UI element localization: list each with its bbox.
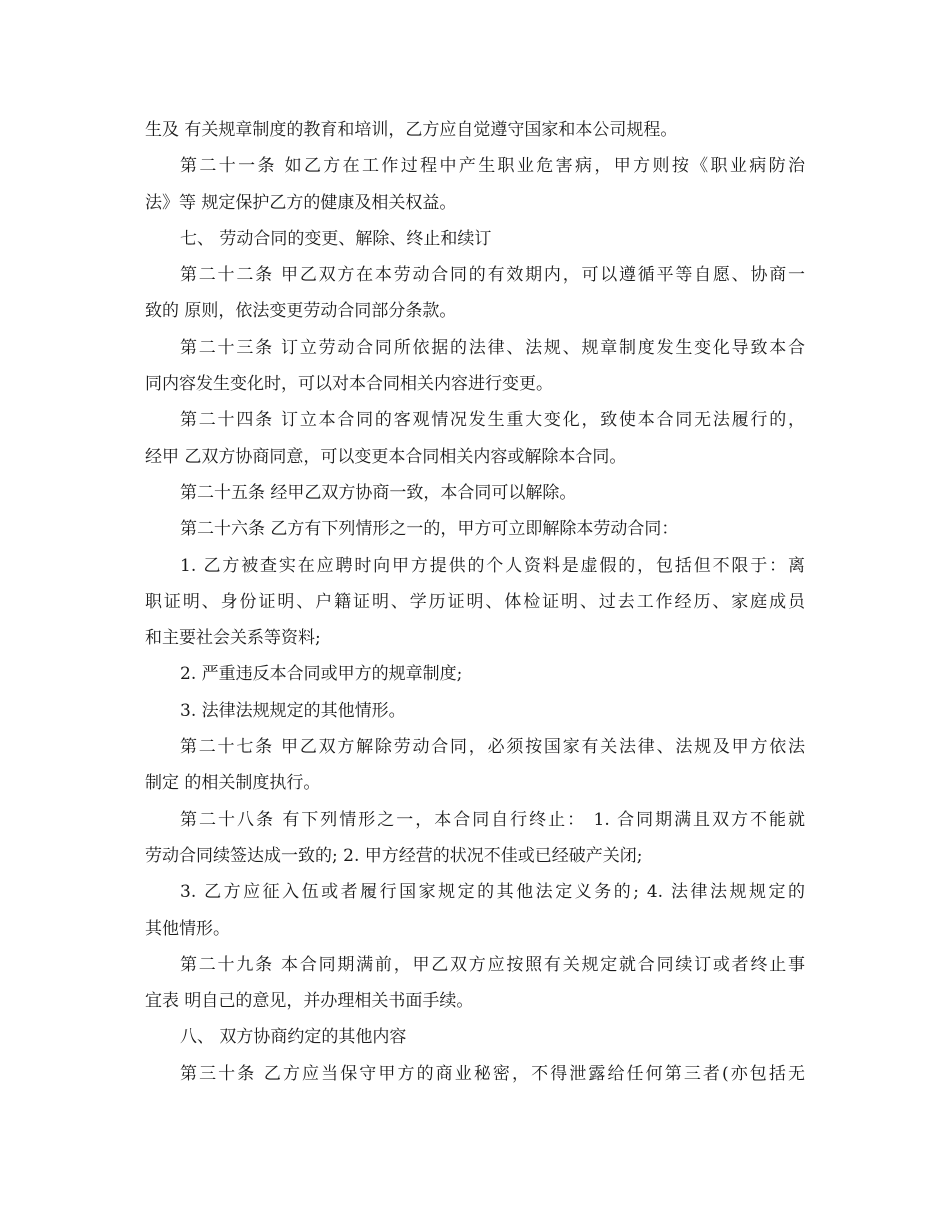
text-line: 第二十八条 有下列情形之一，本合同自行终止： 1. 合同期满且双方不能就 [180,809,805,830]
text-line: 3. 法律法规规定的其他情形。 [180,700,406,721]
text-line: 第二十三条 订立劳动合同所依据的法律、法规、规章制度发生变化导致本合 [180,337,805,358]
text-line: 八、 双方协商约定的其他内容 [180,1027,407,1048]
text-line: 致的 原则，依法变更劳动合同部分条款。 [145,301,457,322]
text-line: 宜表 明自己的意见，并办理相关书面手续。 [145,991,474,1012]
text-line: 第二十七条 甲乙双方解除劳动合同，必须按国家有关法律、法规及甲方依法 [180,737,805,758]
text-line: 第二十五条 经甲乙双方协商一致，本合同可以解除。 [180,482,577,503]
text-line: 第三十条 乙方应当保守甲方的商业秘密，不得泄露给任何第三者(亦包括无 [180,1063,805,1084]
text-line: 经甲 乙双方协商同意，可以变更本合同相关内容或解除本合同。 [145,446,627,467]
text-line: 和主要社会关系等资料; [145,628,321,649]
text-line: 法》等 规定保护乙方的健康及相关权益。 [145,192,457,213]
text-line: 七、 劳动合同的变更、解除、终止和续订 [180,228,492,249]
text-line: 生及 有关规章制度的教育和培训，乙方应自觉遵守国家和本公司规程。 [145,120,678,140]
text-line: 同内容发生变化时，可以对本合同相关内容进行变更。 [145,374,553,395]
contract-body-text [145,112,805,1092]
text-line: 第二十二条 甲乙双方在本劳动合同的有效期内，可以遵循平等自愿、协商一 [180,265,805,286]
text-line: 3. 乙方应征入伍或者履行国家规定的其他法定义务的; 4. 法律法规规定的 [180,882,805,903]
text-line: 第二十六条 乙方有下列情形之一的，甲方可立即解除本劳动合同： [180,519,679,540]
text-line: 1. 乙方被查实在应聘时向甲方提供的个人资料是虚假的，包括但不限于：离 [180,555,805,576]
text-line: 2. 严重违反本合同或甲方的规章制度; [180,664,463,685]
text-line: 制定 的相关制度执行。 [145,773,321,794]
text-line: 职证明、身份证明、户籍证明、学历证明、体检证明、过去工作经历、家庭成员 [145,591,805,612]
text-line: 第二十九条 本合同期满前，甲乙双方应按照有关规定就合同续订或者终止事 [180,954,805,975]
text-line: 劳动合同续签达成一致的; 2. 甲方经营的状况不佳或已经破产关闭; [145,845,643,866]
text-line: 其他情形。 [145,918,230,939]
text-line: 第二十四条 订立本合同的客观情况发生重大变化，致使本合同无法履行的， [180,410,805,431]
text-line: 第二十一条 如乙方在工作过程中产生职业危害病，甲方则按《职业病防治 [180,156,805,177]
